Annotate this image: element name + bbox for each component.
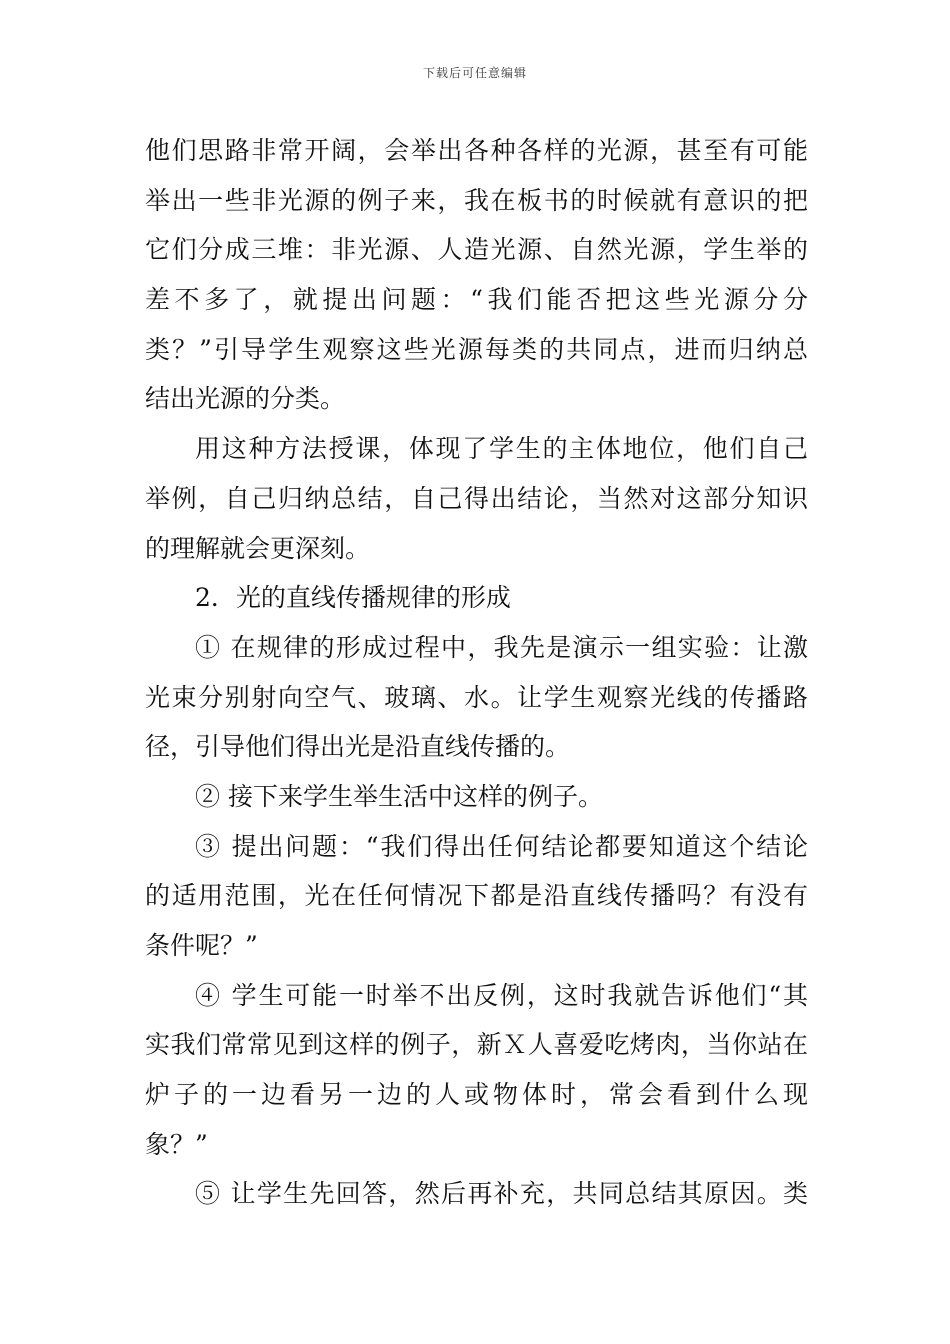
text-line: ⑤ 让学生先回答，然后再补充，共同总结其原因。类 — [195, 1179, 808, 1209]
text-line: 类？”引导学生观察这些光源每类的共同点，进而归纳总 — [145, 334, 808, 364]
text-line: 象？” — [145, 1129, 208, 1159]
text-line: 用这种方法授课，体现了学生的主体地位，他们自己 — [195, 434, 808, 464]
text-line: 举出一些非光源的例子来，我在板书的时候就有意识的把 — [145, 185, 808, 215]
text-line: ① 在规律的形成过程中，我先是演示一组实验：让激 — [195, 632, 808, 662]
text-line: 径，引导他们得出光是沿直线传播的。 — [145, 732, 571, 762]
text-line: 举例，自己归纳总结，自己得出结论，当然对这部分知识 — [145, 483, 808, 513]
text-line: 的理解就会更深刻。 — [145, 533, 371, 563]
text-line: 结出光源的分类。 — [145, 384, 346, 414]
text-line: 的适用范围，光在任何情况下都是沿直线传播吗？有没有 — [145, 881, 808, 911]
text-line: 他们思路非常开阔，会举出各种各样的光源，甚至有可能 — [145, 136, 808, 165]
text-line: 实我们常常见到这样的例子，新Ｘ人喜爱吃烤肉，当你站在 — [145, 1030, 808, 1060]
page-header: 下载后可任意编辑 — [422, 66, 527, 80]
text-line: ② 接下来学生举生活中这样的例子。 — [195, 781, 603, 811]
text-line: 条件呢？” — [145, 931, 258, 960]
text-line: ④ 学生可能一时举不出反例，这时我就告诉他们“其 — [195, 980, 808, 1010]
text-line: 光束分别射向空气、玻璃、水。让学生观察光线的传播路 — [145, 682, 808, 712]
document-body — [145, 126, 808, 1219]
text-line: ③ 提出问题：“我们得出任何结论都要知道这个结论 — [195, 831, 808, 861]
text-line: 它们分成三堆：非光源、人造光源、自然光源，学生举的 — [145, 235, 808, 265]
text-line: 差不多了，就提出问题：“我们能否把这些光源分分 — [145, 285, 808, 315]
section-heading: 2．光的直线传播规律的形成 — [195, 583, 511, 613]
text-line: 炉子的一边看另一边的人或物体时，常会看到什么现 — [145, 1080, 808, 1110]
